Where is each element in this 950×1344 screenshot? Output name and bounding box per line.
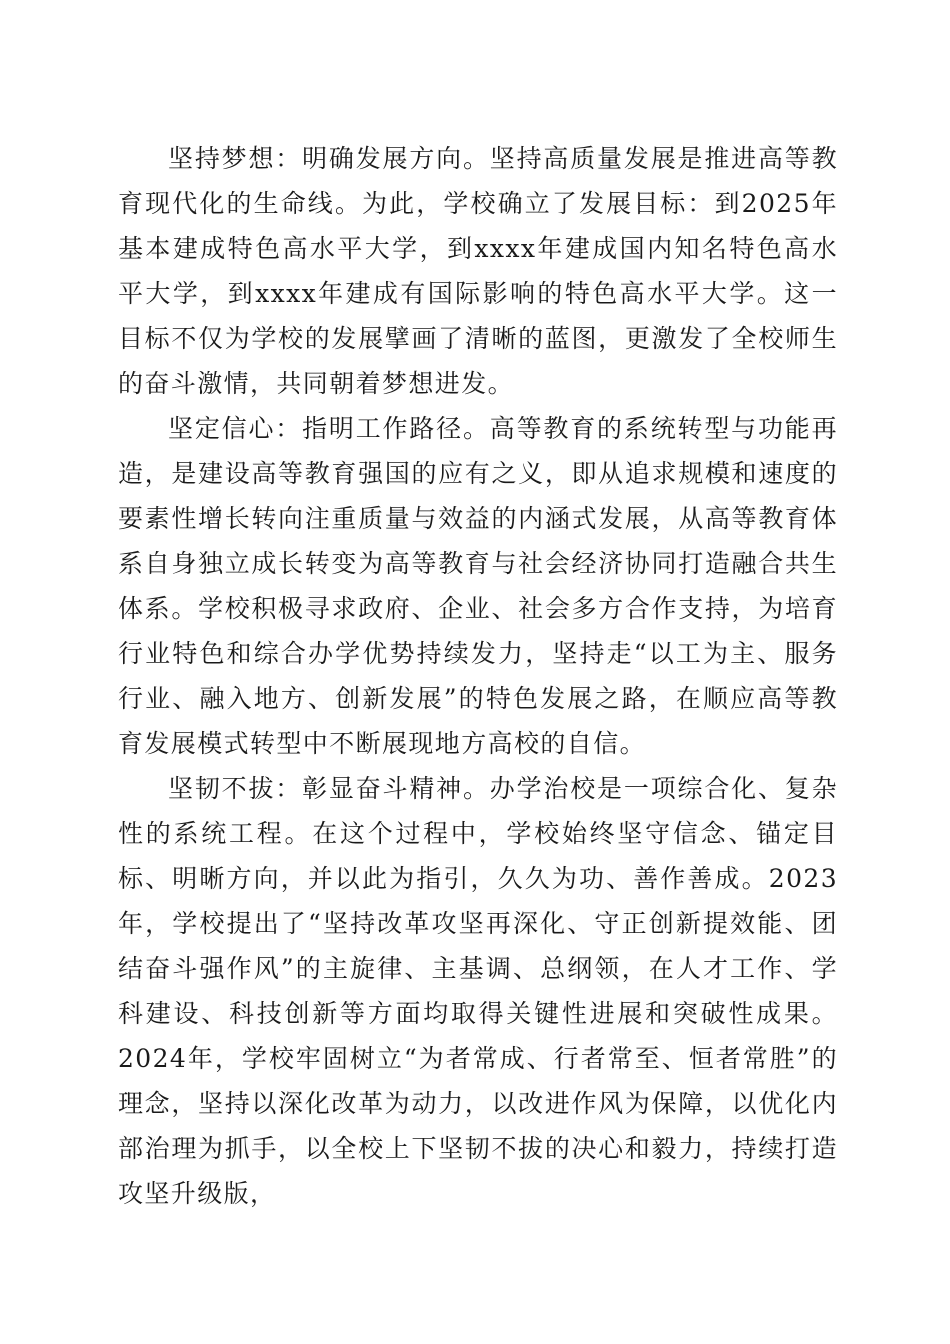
paragraph-dream (118, 136, 838, 406)
paragraph-text: 高等教育的系统转型与功能再造，是建设高等教育强国的应有之义，即从追求规模和速度的要素性增长转向注重质量与效益的内涵式发展，从高等教育体系自身独立成长转变为高等教育与社会经济协同打造融合共生体系。学校积极寻求政府、企业、社会多方合作支持，为培育行业特色和综合办学优势持续发力，坚持走“以工为主、服务行业、融入地方、创新发展”的特色发展之路，在顺应高等教育发展模式转型中不断展现地方高校的自信。 (118, 414, 838, 758)
paragraph-heading: 坚持梦想：明确发展方向。 (168, 144, 490, 173)
paragraph-heading: 坚韧不拔：彰显奋斗精神。 (168, 774, 490, 803)
paragraph-confidence (118, 406, 838, 766)
document-body (118, 136, 838, 1216)
paragraph-heading: 坚定信心：指明工作路径。 (168, 414, 490, 443)
paragraph-text: 办学治校是一项综合化、复杂性的系统工程。在这个过程中，学校始终坚守信念、锚定目标、明晰方向，并以此为指引，久久为功、善作善成。2023年，学校提出了“坚持改革攻坚再深化、守正创新提效能、团结奋斗强作风”的主旋律、主基调、总纲领，在人才工作、学科建设、科技创新等方面均取得关键性进展和突破性成果。2024年，学校牢固树立“为者常成、行者常至、恒者常胜”的理念，坚持以深化改革为动力，以改进作风为保障，以优化内部治理为抓手，以全校上下坚韧不拔的决心和毅力，持续打造攻坚升级版， (118, 774, 838, 1208)
paragraph-text: 坚持高质量发展是推进高等教育现代化的生命线。为此，学校确立了发展目标：到2025年基本建成特色高水平大学，到xxxx年建成国内知名特色高水平大学，到xxxx年建成有国际影响的特色高水平大学。这一目标不仅为学校的发展擘画了清晰的蓝图，更激发了全校师生的奋斗激情，共同朝着梦想进发。 (118, 144, 838, 398)
paragraph-perseverance (118, 766, 838, 1216)
